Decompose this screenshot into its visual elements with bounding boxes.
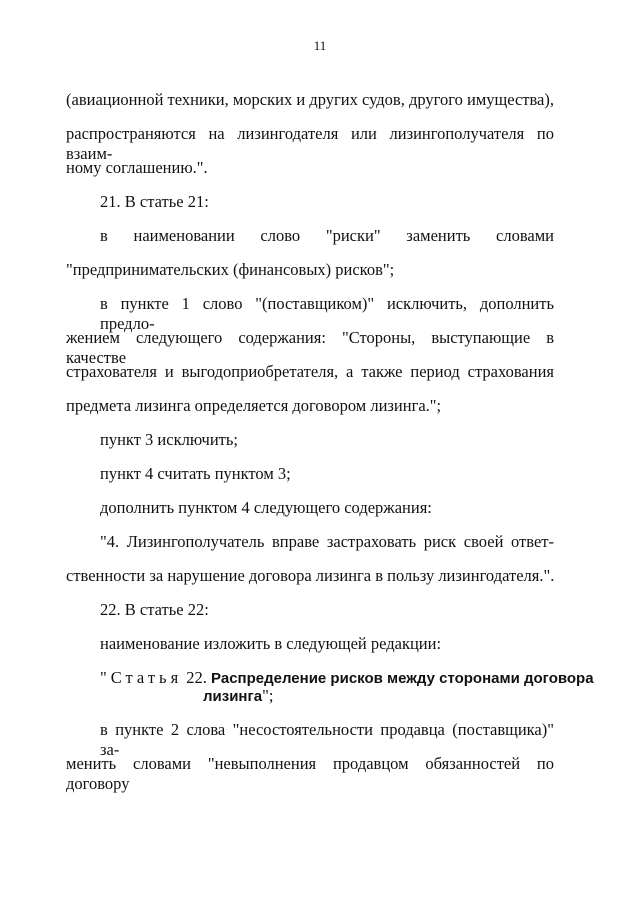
text-line-20: менить словами "невыполнения продавцом обязанностей по договору [66, 754, 554, 793]
text-line-14: "4. Лизингополучатель вправе застраховать риск своей ответ- [100, 532, 554, 551]
text-line-11: пункт 3 исключить; [100, 430, 238, 449]
article-title-text-cont: лизинга [203, 688, 263, 705]
article-title-prefix: "Статья [100, 668, 183, 687]
text-line-2: распространяются на лизингодателя или лизингополучателя по взаим- [66, 124, 554, 163]
text-line-7: в пункте 1 слово "(поставщиком)" исключить, дополнить предло- [100, 294, 554, 333]
text-line-17: наименование изложить в следующей редакции: [100, 634, 442, 653]
article-title-line-2 [203, 686, 554, 707]
text-line-19: в пункте 2 слова "несостоятельности продавца (поставщика)" за- [100, 720, 554, 759]
text-line-9: страхователя и выгодоприобретателя, а также период страхования [66, 362, 554, 381]
text-line-15: ственности за нарушение договора лизинга в пользу лизингодателя.". [66, 566, 555, 585]
article-title-suffix: "; [262, 686, 274, 705]
article-title-number: 22. [186, 668, 207, 687]
article-title-text: Распределение рисков между сторонами договора [211, 670, 594, 687]
text-line-3: ному соглашению.". [66, 158, 208, 177]
text-line-1: (авиационной техники, морских и других судов, другого имущества), [66, 90, 554, 109]
text-line-12: пункт 4 считать пунктом 3; [100, 464, 291, 483]
page-number: 11 [313, 38, 327, 53]
text-line-13: дополнить пунктом 4 следующего содержания: [100, 498, 432, 517]
text-line-10: предмета лизинга определяется договором лизинга."; [66, 396, 442, 415]
text-line-8: жением следующего содержания: "Стороны, выступающие в качестве [66, 328, 554, 367]
text-line-5: в наименовании слово "риски" заменить словами [100, 226, 554, 245]
article-22-heading: 22. В статье 22: [100, 600, 209, 619]
article-21-heading: 21. В статье 21: [100, 192, 209, 211]
text-line-6: "предпринимательских (финансовых) рисков"; [66, 260, 395, 279]
